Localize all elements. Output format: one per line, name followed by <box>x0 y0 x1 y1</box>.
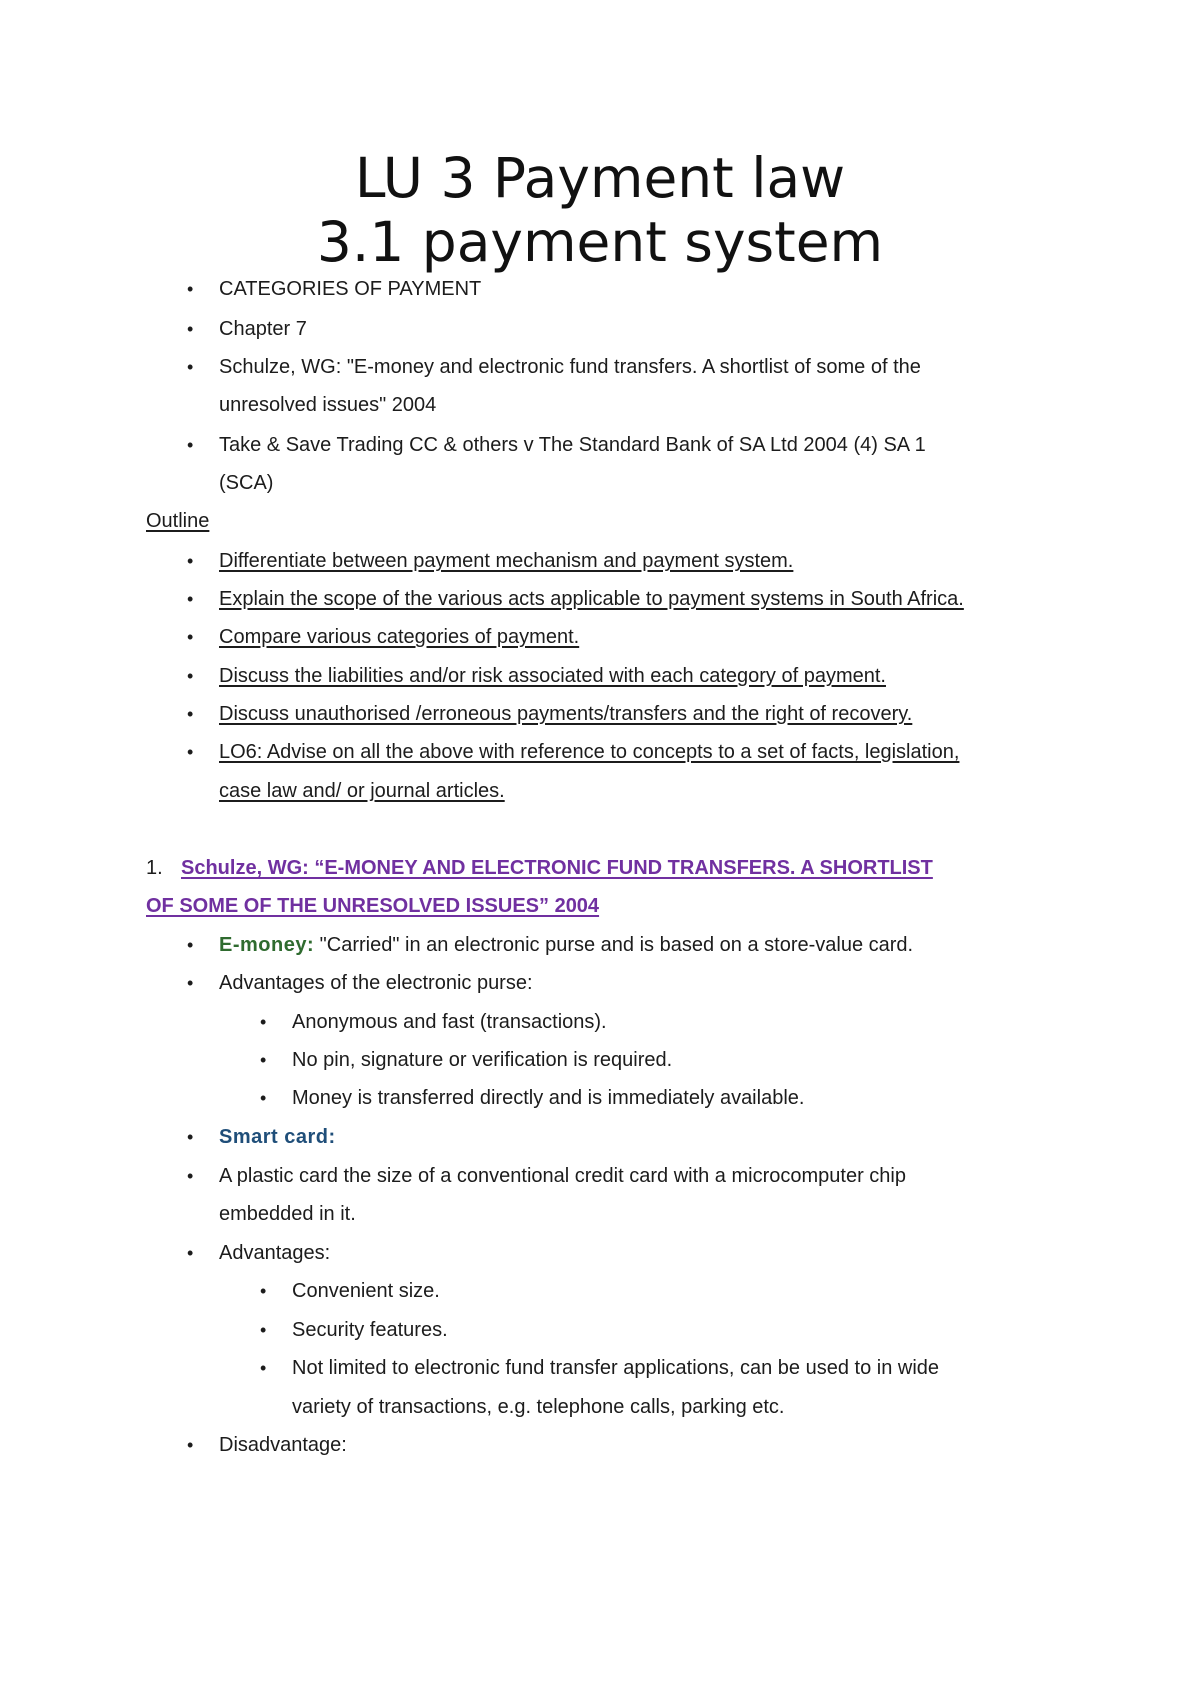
bullet-icon: • <box>187 551 194 571</box>
advantage-item: Not limited to electronic fund transfer applications, can be used to in wide <box>292 1357 940 1379</box>
intro-item: Chapter 7 <box>219 318 307 340</box>
outline-item: Compare various categories of payment. <box>219 626 580 648</box>
bullet-icon: • <box>187 589 194 609</box>
outline-item-continuation: case law and/ or journal articles. <box>219 780 505 802</box>
outline-item: Discuss the liabilities and/or risk associated with each category of payment. <box>219 665 886 687</box>
outline-item: LO6: Advise on all the above with reference to concepts to a set of facts, legislation, <box>219 741 960 763</box>
intro-item: Take & Save Trading CC & others v The Standard Bank of SA Ltd 2004 (4) SA 1 <box>219 434 926 456</box>
bullet-icon: • <box>260 1320 267 1340</box>
outline-item: Discuss unauthorised /erroneous payments/transfers and the right of recovery. <box>219 703 913 725</box>
bullet-icon: • <box>187 666 194 686</box>
section-heading-continuation: OF SOME OF THE UNRESOLVED ISSUES” 2004 <box>146 895 600 917</box>
page-title: LU 3 Payment law <box>354 146 846 210</box>
intro-item-continuation: (SCA) <box>219 472 274 494</box>
smart-card-label: Smart card: <box>219 1126 336 1148</box>
purse-advantage-item: Anonymous and fast (transactions). <box>292 1011 607 1033</box>
bullet-icon: • <box>187 704 194 724</box>
advantage-item: Convenient size. <box>292 1280 440 1302</box>
purse-advantage-item: Money is transferred directly and is immediately available. <box>292 1087 805 1109</box>
bullet-icon: • <box>187 319 194 339</box>
bullet-icon: • <box>187 1166 194 1186</box>
emoney-label: E-money: <box>219 934 315 956</box>
emoney-item <box>219 932 913 958</box>
bullet-icon: • <box>187 935 194 955</box>
bullet-icon: • <box>260 1012 267 1032</box>
bullet-icon: • <box>260 1050 267 1070</box>
advantage-item-continuation: variety of transactions, e.g. telephone calls, parking etc. <box>292 1396 785 1418</box>
bullet-icon: • <box>187 973 194 993</box>
emoney-text: "Carried" in an electronic purse and is based on a store-value card. <box>314 934 914 956</box>
bullet-icon: • <box>260 1281 267 1301</box>
bullet-icon: • <box>187 357 194 377</box>
outline-heading: Outline <box>146 510 210 532</box>
purse-advantages-heading: Advantages of the electronic purse: <box>219 972 533 994</box>
bullet-icon: • <box>187 742 194 762</box>
intro-item: CATEGORIES OF PAYMENT <box>219 278 482 300</box>
bullet-icon: • <box>260 1088 267 1108</box>
smart-card-definition-continuation: embedded in it. <box>219 1203 356 1225</box>
advantage-item: Security features. <box>292 1319 448 1341</box>
intro-item-continuation: unresolved issues" 2004 <box>219 394 437 416</box>
intro-item: Schulze, WG: "E-money and electronic fund transfers. A shortlist of some of the <box>219 356 921 378</box>
bullet-icon: • <box>187 1243 194 1263</box>
bullet-icon: • <box>187 1435 194 1455</box>
smart-card-definition: A plastic card the size of a conventional credit card with a microcomputer chip <box>219 1165 906 1187</box>
outline-item: Differentiate between payment mechanism and payment system. <box>219 550 794 572</box>
bullet-icon: • <box>260 1358 267 1378</box>
section-heading: Schulze, WG: “E-MONEY AND ELECTRONIC FUND TRANSFERS. A SHORTLIST <box>181 857 933 879</box>
page-subtitle: 3.1 payment system <box>316 210 884 274</box>
advantages-heading: Advantages: <box>219 1242 331 1264</box>
outline-item: Explain the scope of the various acts applicable to payment systems in South Africa. <box>219 588 964 610</box>
bullet-icon: • <box>187 279 194 299</box>
bullet-icon: • <box>187 627 194 647</box>
section-number: 1. <box>146 857 163 879</box>
purse-advantage-item: No pin, signature or verification is required. <box>292 1049 673 1071</box>
bullet-icon: • <box>187 1127 194 1147</box>
disadvantage-heading: Disadvantage: <box>219 1434 347 1456</box>
bullet-icon: • <box>187 435 194 455</box>
